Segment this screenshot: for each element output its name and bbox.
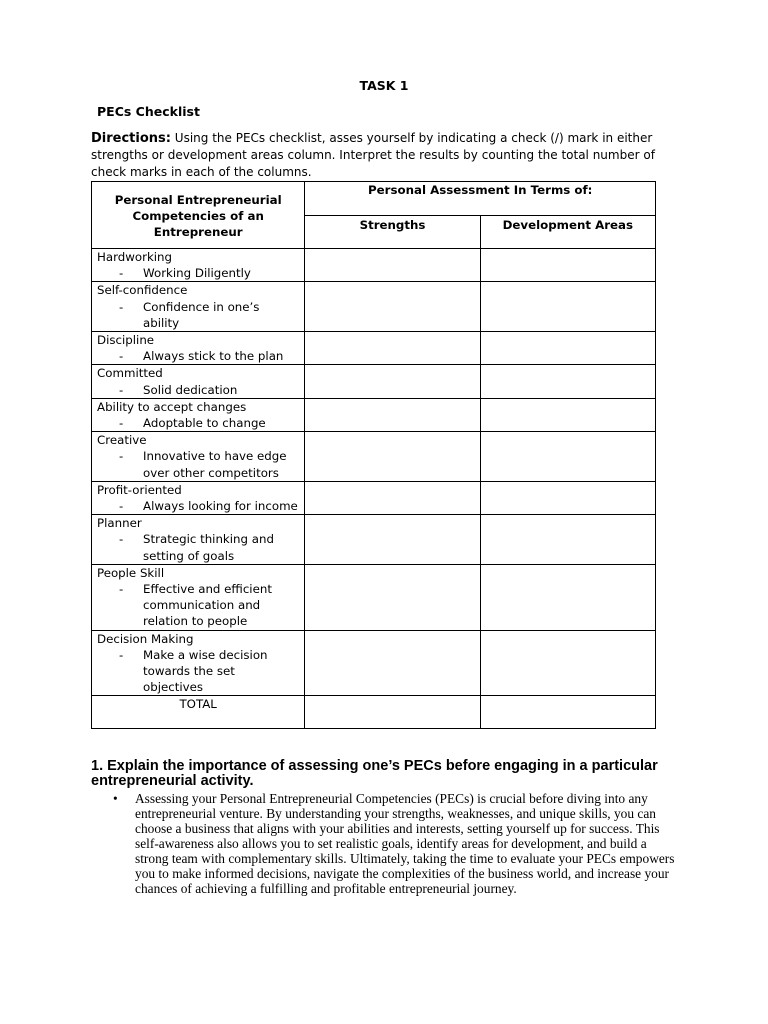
directions-label: Directions: [91,131,171,146]
competency-title: People Skill [97,565,165,580]
answer-text: Assessing your Personal Entrepreneurial Competencies (PECs) is crucial before diving into any entrepreneurial venture. By understanding your strengths, weaknesses, and unique skills, you can choose a business that aligns with your abilities and interests, setting yourself up for success. This self-awareness also allows you to set realistic goals, identify areas for development, and build a strong team with complementary skills. Ultimately, taking the time to evaluate your PECs empowers you to make informed decisions, navigate the complexities of the business world, and increase your chances of achieving a fulfilling and profitable entrepreneurial journey. [135,791,675,896]
table-row [92,365,656,398]
development-areas-cell[interactable] [480,249,655,282]
table-row [92,630,656,696]
competency-detail: Confidence in one’s ability [143,299,260,330]
table-row [92,249,656,282]
strengths-cell[interactable] [305,564,480,630]
dash-marker: - [119,647,124,662]
strengths-cell[interactable] [305,398,480,431]
competency-title: Hardworking [97,250,173,264]
total-label: TOTAL [92,696,305,729]
table-row [92,481,656,514]
development-areas-cell[interactable] [480,332,655,365]
dash-marker: - [119,266,124,281]
competency-detail-item [97,647,304,696]
development-areas-cell[interactable] [480,630,655,696]
competency-cell [92,432,305,482]
competency-cell [92,630,305,696]
table-row [92,332,656,365]
competency-detail: Make a wise decision towards the set objectives [143,647,268,695]
development-areas-header-label: Development Areas [502,218,634,232]
competency-title: Discipline [97,333,155,348]
table-row [92,398,656,431]
strengths-cell[interactable] [305,365,480,398]
dash-marker: - [119,349,124,364]
dash-marker: - [119,532,124,547]
competency-title: Self-confidence [97,283,188,298]
dash-marker: - [119,449,124,464]
strengths-header-label: Strengths [359,218,426,232]
development-areas-header [480,216,655,249]
competency-detail-item [97,498,304,514]
development-areas-total-cell[interactable] [480,696,655,729]
competency-title: Creative [97,433,147,448]
development-areas-cell[interactable] [480,481,655,514]
competency-title: Planner [97,516,142,531]
answer-1 [113,791,683,896]
table-row [92,564,656,630]
competency-detail-item [97,382,304,398]
dash-marker: - [119,382,124,397]
competency-title: Ability to accept changes [97,399,247,414]
competency-cell [92,398,305,431]
strengths-cell[interactable] [305,515,480,565]
strengths-cell[interactable] [305,630,480,696]
competency-cell [92,332,305,365]
dash-marker: - [119,582,124,597]
dash-marker: - [119,416,124,431]
competency-detail-item [97,531,304,563]
table-row [92,515,656,565]
competencies-header [92,182,305,249]
dash-marker: - [119,499,124,514]
competencies-header-label: Personal Entrepreneurial Competencies of an Entrepreneur [114,193,282,239]
competency-cell [92,282,305,332]
question-1: 1. Explain the importance of assessing one’s PECs before engaging in a particular entrepreneurial activity. [91,758,658,789]
task-title: TASK 1 [359,78,409,93]
competency-cell [92,249,305,282]
development-areas-cell[interactable] [480,515,655,565]
dash-marker: - [119,299,124,314]
development-areas-cell[interactable] [480,564,655,630]
strengths-cell[interactable] [305,432,480,482]
competency-cell [92,365,305,398]
competency-detail-item [97,348,304,364]
competency-detail: Effective and efficient communication and relation to people [143,582,272,629]
strengths-cell[interactable] [305,332,480,365]
directions [91,130,691,181]
competency-title: Profit-oriented [97,482,182,497]
bullet-icon: • [113,791,118,806]
development-areas-cell[interactable] [480,432,655,482]
competency-detail: Always stick to the plan [143,349,284,364]
strengths-header [305,216,480,249]
development-areas-cell[interactable] [480,365,655,398]
strengths-total-cell[interactable] [305,696,480,729]
competency-title: Committed [97,366,163,381]
competency-cell [92,481,305,514]
development-areas-cell[interactable] [480,282,655,332]
checklist-body [92,249,656,729]
competency-cell [92,515,305,565]
competency-detail-item [97,265,304,281]
assessment-group-label: Personal Assessment In Terms of: [368,183,593,197]
competency-detail: Adoptable to change [143,416,266,431]
competency-detail: Solid dedication [143,382,238,397]
competency-title: Decision Making [97,631,194,646]
competency-detail-item [97,448,304,480]
competency-detail-item [97,299,304,331]
competency-detail: Innovative to have edge over other competitors [143,449,287,480]
competency-detail: Strategic thinking and setting of goals [143,532,274,563]
table-row [92,282,656,332]
checklist-subtitle: PECs Checklist [97,104,200,119]
strengths-cell[interactable] [305,481,480,514]
competency-cell [92,564,305,630]
total-row [92,696,656,729]
directions-text: Using the PECs checklist, asses yourself by indicating a check (/) mark in either strengths or development areas column. Interpret the results by counting the total number of check marks in each of the columns. [91,131,655,179]
competency-detail: Working Diligently [143,266,251,281]
pecs-checklist-table [91,181,656,729]
competency-detail-item [97,581,304,630]
development-areas-cell[interactable] [480,398,655,431]
assessment-group-header [305,182,656,216]
strengths-cell[interactable] [305,249,480,282]
competency-detail-item [97,415,304,431]
strengths-cell[interactable] [305,282,480,332]
table-row [92,432,656,482]
competency-detail: Always looking for income [143,499,298,514]
